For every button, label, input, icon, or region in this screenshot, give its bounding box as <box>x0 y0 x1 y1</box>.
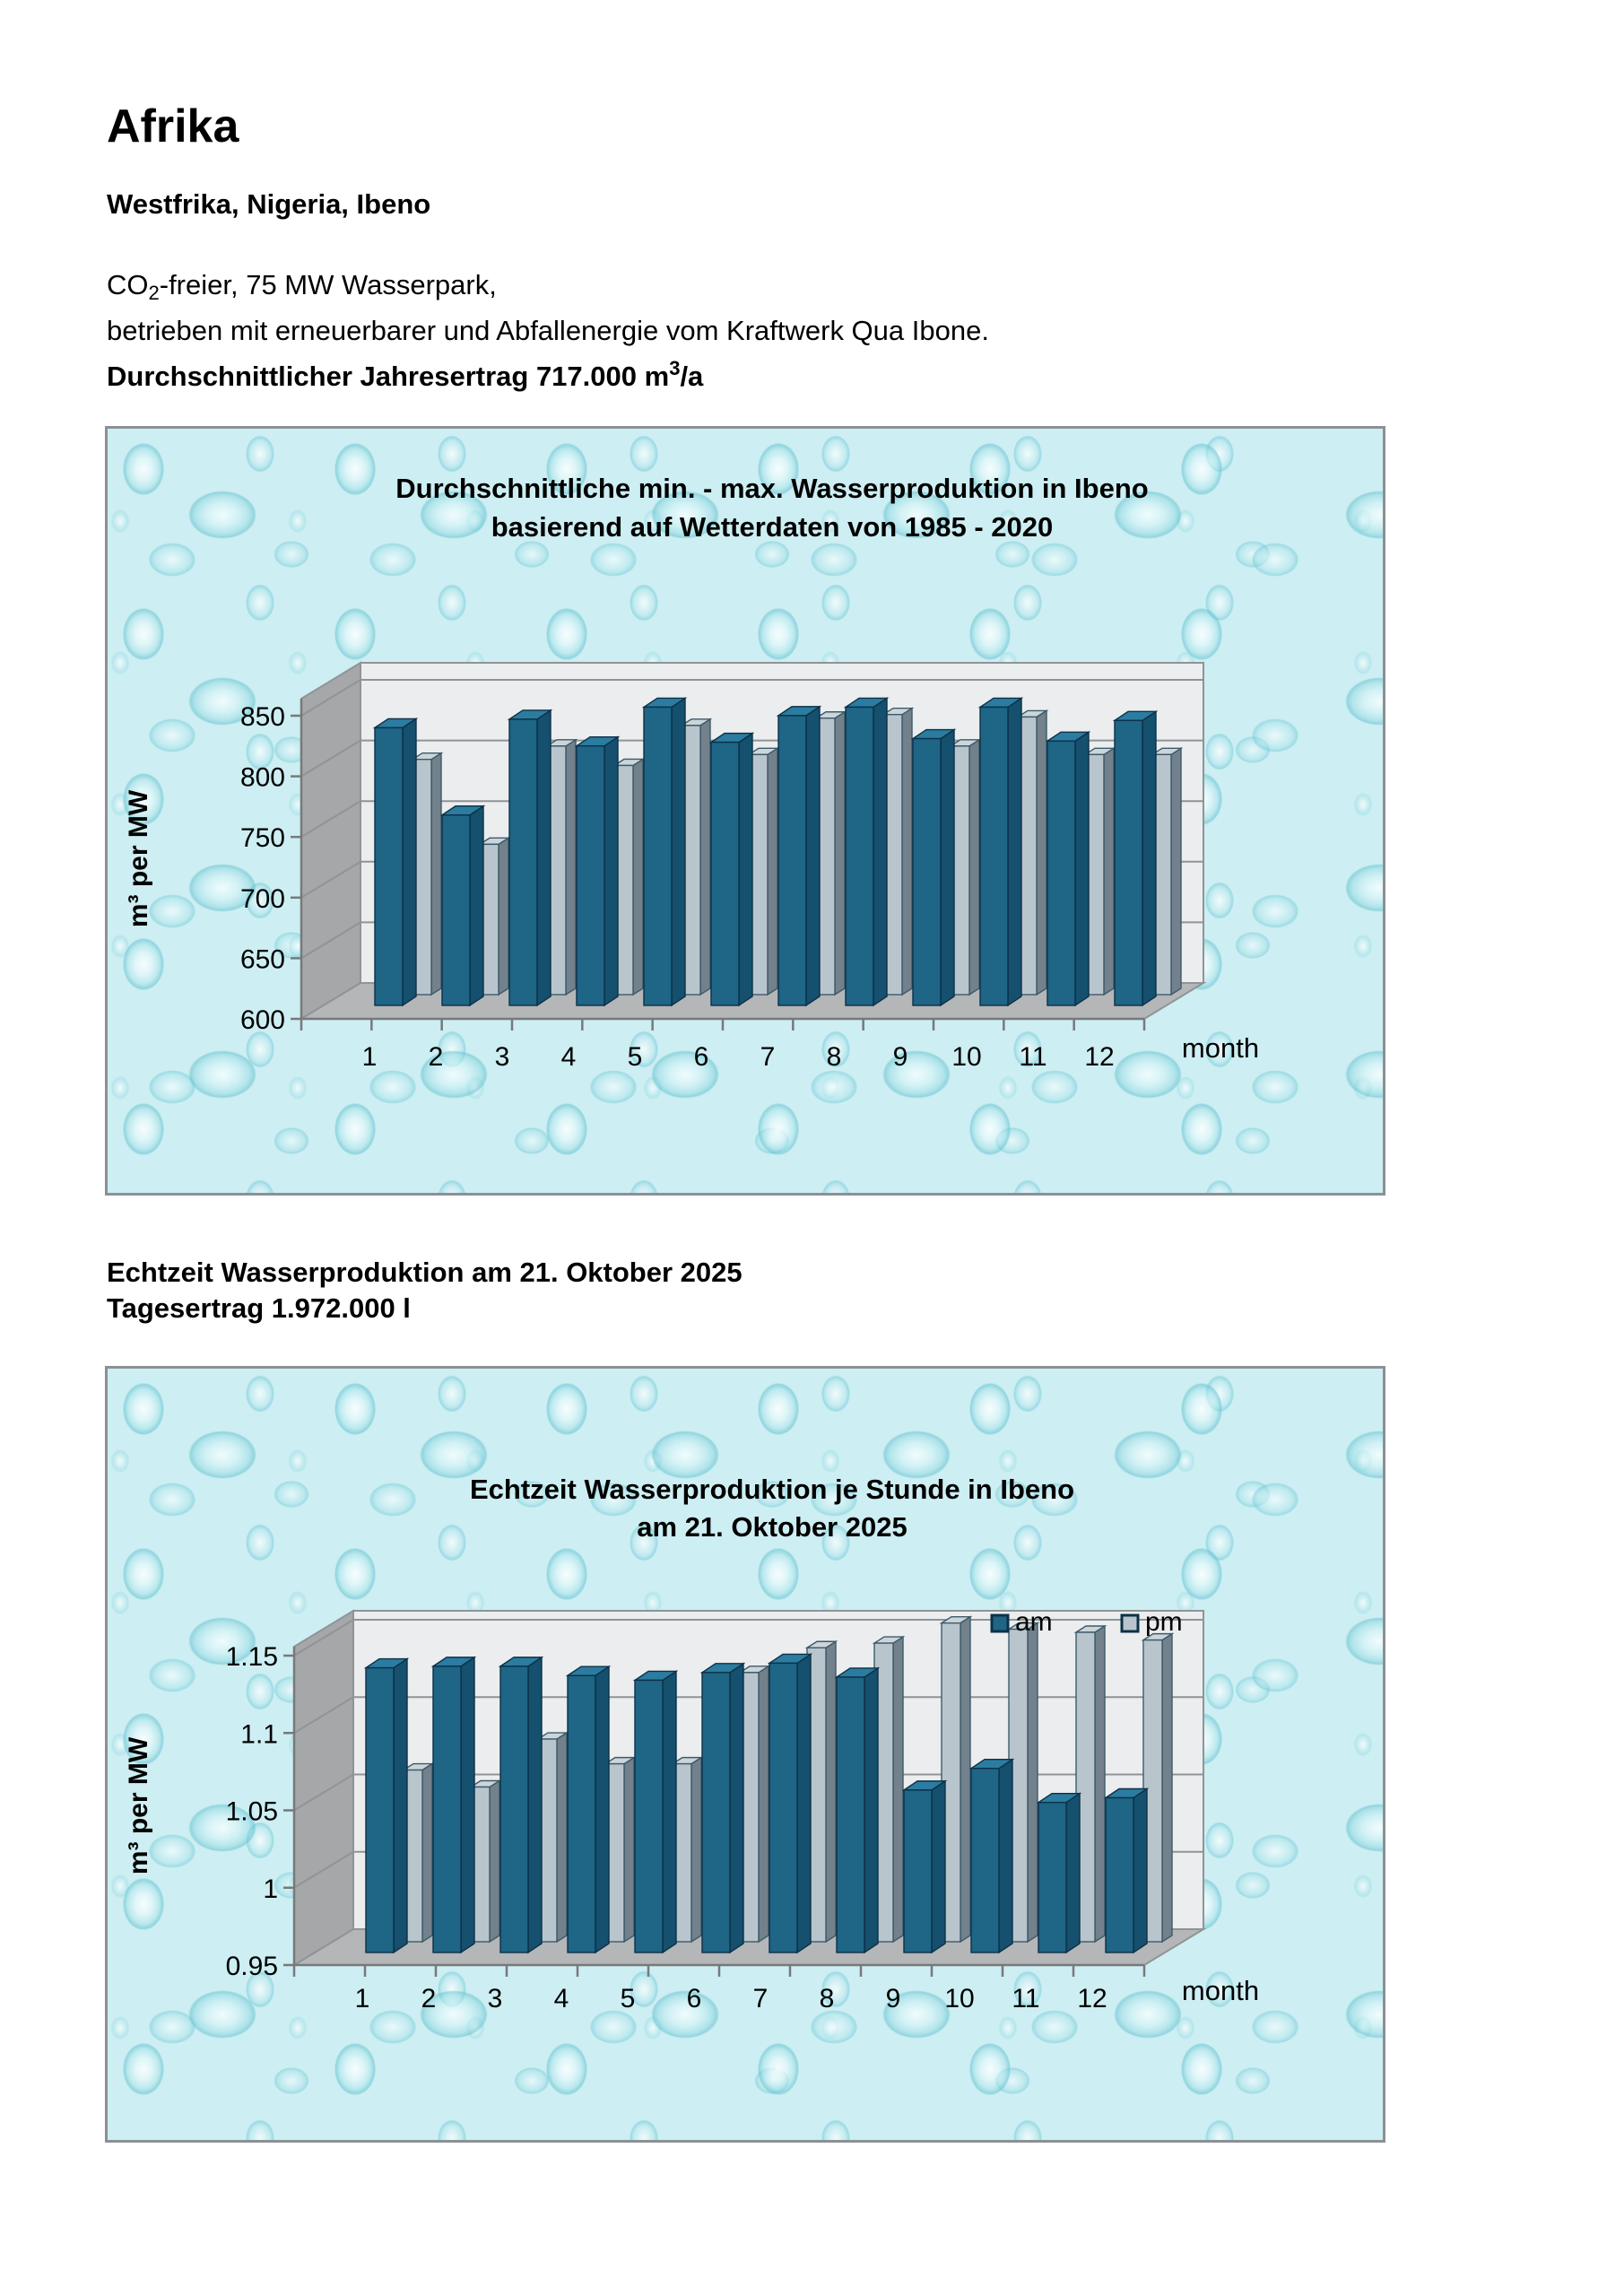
co-subscript: 2 <box>148 282 160 304</box>
pm-bar-month-3-side <box>557 1733 567 1942</box>
yield-text: Durchschnittlicher Jahresertrag 717.000 m <box>107 361 670 392</box>
am-bar-month-5-front <box>635 1680 663 1952</box>
am-bar-month-10 <box>971 1760 1012 1952</box>
chart-panel-realtime-production <box>105 1366 1385 2143</box>
pm-bar-month-6-side <box>759 1666 769 1942</box>
max-bar-month-8 <box>846 698 887 1005</box>
max-bar-month-7-side <box>806 707 820 1005</box>
am-bar-month-8 <box>837 1668 878 1952</box>
y-tick-label: 1 <box>263 1874 278 1904</box>
am-bar-month-1-front <box>366 1668 394 1952</box>
am-bar-month-1-side <box>394 1659 407 1952</box>
plot-left-wall <box>294 1611 353 1965</box>
am-bar-month-3-front <box>500 1666 528 1952</box>
y-tick-label: 700 <box>239 883 285 914</box>
pm-bar-month-1-side <box>422 1764 432 1942</box>
am-bar-month-3-side <box>528 1657 542 1952</box>
max-bar-month-1-side <box>403 718 416 1005</box>
max-bar-month-1-front <box>375 727 403 1005</box>
max-bar-month-2 <box>442 806 483 1005</box>
max-bar-month-2-side <box>470 806 483 1005</box>
pm-bar-month-11 <box>1076 1626 1105 1942</box>
legend-pm-label: pm <box>1145 1607 1183 1637</box>
max-bar-month-12-side <box>1142 711 1156 1005</box>
max-bar-month-4-side <box>604 737 618 1005</box>
max-bar-month-9-side <box>941 730 954 1005</box>
x-tick-label: 10 <box>951 1042 982 1072</box>
pm-bar-month-7-side <box>826 1641 836 1942</box>
chart-title-line-2: am 21. Oktober 2025 <box>637 1511 908 1543</box>
max-bar-month-8-side <box>873 698 887 1005</box>
am-bar-month-8-side <box>864 1668 878 1952</box>
max-bar-month-4-front <box>577 746 604 1005</box>
am-bar-month-7-side <box>797 1654 811 1952</box>
x-tick-label: 4 <box>560 1042 577 1072</box>
am-bar-month-9 <box>904 1781 945 1952</box>
intro-line-2: betrieben mit erneuerbarer und Abfallenergie vom Kraftwerk Qua Ibone. <box>107 315 989 346</box>
min-bar-month-11 <box>1085 748 1114 995</box>
min-bar-month-7-side <box>835 712 845 995</box>
am-bar-month-1 <box>366 1659 407 1952</box>
pm-bar-month-2-side <box>490 1781 499 1943</box>
max-bar-month-1 <box>375 718 416 1005</box>
pm-bar-month-8-side <box>893 1637 903 1942</box>
am-bar-month-5-side <box>663 1671 676 1952</box>
x-tick-label: 11 <box>1012 1984 1040 2013</box>
pm-bar-month-9 <box>942 1617 970 1942</box>
am-bar-month-7 <box>769 1654 811 1952</box>
max-bar-month-9-front <box>913 739 941 1005</box>
x-tick-label: 12 <box>1077 1984 1107 2013</box>
max-bar-month-4 <box>577 737 618 1005</box>
x-tick-label: 3 <box>487 1984 503 2013</box>
max-bar-month-10-front <box>980 707 1008 1005</box>
x-tick-label: 3 <box>494 1042 510 1072</box>
y-tick-label: 750 <box>239 823 285 854</box>
max-bar-month-3-front <box>509 719 537 1005</box>
average-production-chart <box>108 429 1377 1187</box>
am-bar-month-6 <box>702 1664 743 1952</box>
max-bar-month-6-front <box>711 743 739 1005</box>
am-bar-month-3 <box>500 1657 542 1952</box>
x-tick-label: 5 <box>627 1042 643 1072</box>
am-bar-month-2 <box>433 1657 474 1952</box>
x-tick-label: 6 <box>686 1984 702 2013</box>
x-tick-label: 10 <box>944 1984 975 2013</box>
pm-bar-month-5-side <box>691 1758 701 1942</box>
chart-panel-average-production <box>105 426 1385 1196</box>
x-tick-label: 6 <box>693 1042 709 1072</box>
min-bar-month-3-side <box>566 740 576 995</box>
max-bar-month-3 <box>509 710 551 1005</box>
section2-heading <box>107 1255 743 1326</box>
min-bar-month-10-side <box>1037 710 1046 995</box>
max-bar-month-11 <box>1047 732 1089 1005</box>
min-bar-month-11-side <box>1104 748 1114 995</box>
min-bar-month-7 <box>816 712 845 995</box>
per-annum-text: /a <box>680 361 704 392</box>
x-tick-label: 9 <box>892 1042 908 1072</box>
am-bar-month-9-front <box>904 1790 932 1952</box>
min-bar-month-8-side <box>902 709 912 995</box>
intro-line-1-rest: -freier, 75 MW Wasserpark, <box>159 269 497 300</box>
pm-bar-month-7 <box>807 1641 836 1942</box>
max-bar-month-6 <box>711 734 752 1005</box>
x-tick-label: 8 <box>819 1984 835 2013</box>
x-tick-label: 5 <box>620 1984 636 2013</box>
max-bar-month-6-side <box>739 734 752 1005</box>
min-bar-month-5-side <box>700 719 710 995</box>
x-axis-title: month <box>1181 1032 1260 1064</box>
pm-bar-month-2 <box>471 1781 499 1943</box>
section2-line-1: Echtzeit Wasserproduktion am 21. Oktober 2025 <box>107 1257 743 1288</box>
realtime-production-chart <box>108 1369 1377 2135</box>
min-bar-month-6 <box>749 748 777 995</box>
min-bar-month-6-side <box>768 748 777 995</box>
min-bar-month-4-side <box>633 759 643 995</box>
legend-am-swatch <box>992 1615 1008 1631</box>
am-bar-month-10-front <box>971 1769 999 1952</box>
pm-bar-month-1 <box>404 1764 432 1942</box>
y-tick-label: 1.15 <box>225 1642 278 1672</box>
am-bar-month-11-front <box>1038 1803 1066 1952</box>
max-bar-month-8-front <box>846 707 873 1005</box>
page-subtitle: Westfrika, Nigeria, Ibeno <box>107 188 431 220</box>
am-bar-month-7-front <box>769 1663 797 1952</box>
pm-bar-month-11-side <box>1095 1626 1105 1942</box>
chart-title-line-1: Durchschnittliche min. - max. Wasserproduktion in Ibeno <box>395 473 1149 504</box>
am-bar-month-2-side <box>461 1657 474 1952</box>
y-tick-label: 1.1 <box>240 1719 278 1750</box>
max-bar-month-9 <box>913 730 954 1005</box>
min-bar-month-4 <box>614 759 643 995</box>
x-tick-label: 8 <box>826 1042 842 1072</box>
am-bar-month-9-side <box>932 1781 945 1952</box>
chart-title-line-2: basierend auf Wetterdaten von 1985 - 2020 <box>491 511 1054 543</box>
am-bar-month-2-front <box>433 1666 461 1952</box>
pm-bar-month-12-side <box>1162 1634 1172 1942</box>
x-tick-label: 11 <box>1019 1042 1047 1072</box>
y-tick-label: 600 <box>239 1005 285 1035</box>
max-bar-month-7 <box>778 707 820 1005</box>
min-bar-month-12 <box>1152 748 1181 995</box>
min-bar-month-3 <box>547 740 576 995</box>
pm-bar-month-8 <box>874 1637 903 1942</box>
am-bar-month-6-side <box>730 1664 743 1952</box>
max-bar-month-11-side <box>1075 732 1089 1005</box>
y-tick-label: 800 <box>239 762 285 793</box>
x-tick-label: 1 <box>354 1984 370 2013</box>
min-bar-month-9-side <box>969 740 979 995</box>
pm-bar-month-6 <box>740 1666 769 1942</box>
x-tick-label: 4 <box>553 1984 569 2013</box>
co-text: CO <box>107 269 149 300</box>
max-bar-month-10-side <box>1008 698 1021 1005</box>
y-tick-label: 1.05 <box>225 1796 278 1827</box>
max-bar-month-12 <box>1115 711 1156 1005</box>
x-tick-label: 9 <box>885 1984 901 2013</box>
min-bar-month-12-side <box>1171 748 1181 995</box>
plot-left-wall <box>301 663 360 1019</box>
y-tick-label: 850 <box>239 702 285 732</box>
am-bar-month-8-front <box>837 1677 864 1952</box>
min-bar-month-9 <box>951 740 979 995</box>
x-tick-label: 7 <box>760 1042 776 1072</box>
pm-bar-month-4 <box>605 1758 634 1942</box>
am-bar-month-11-side <box>1066 1794 1080 1952</box>
max-bar-month-3-side <box>537 710 551 1005</box>
legend-pm-swatch <box>1122 1615 1138 1631</box>
cubic-superscript: 3 <box>669 357 681 379</box>
max-bar-month-2-front <box>442 815 470 1005</box>
min-bar-month-2 <box>480 838 508 995</box>
pm-bar-month-5 <box>673 1758 701 1942</box>
max-bar-month-5-front <box>644 707 672 1005</box>
am-bar-month-5 <box>635 1671 676 1952</box>
intro-line-1 <box>107 266 989 312</box>
min-bar-month-2-side <box>499 838 508 995</box>
pm-bar-month-10-side <box>1028 1623 1038 1942</box>
y-axis-title: m³ per MW <box>124 1736 153 1875</box>
min-bar-month-5 <box>682 719 710 995</box>
am-bar-month-4-front <box>568 1675 595 1952</box>
y-axis-title: m³ per MW <box>124 789 153 928</box>
min-bar-month-1 <box>413 753 441 995</box>
x-tick-label: 1 <box>361 1042 378 1072</box>
pm-bar-month-9-side <box>960 1617 970 1942</box>
max-bar-month-10 <box>980 698 1021 1005</box>
am-bar-month-12-side <box>1133 1789 1147 1953</box>
am-bar-month-10-side <box>999 1760 1012 1952</box>
pm-bar-month-10 <box>1009 1623 1038 1942</box>
x-tick-label: 12 <box>1084 1042 1115 1072</box>
page-title: Afrika <box>107 100 239 152</box>
legend-am-label: am <box>1015 1607 1053 1637</box>
max-bar-month-5 <box>644 698 685 1005</box>
x-tick-label: 2 <box>428 1042 444 1072</box>
am-bar-month-12-front <box>1106 1798 1133 1953</box>
min-bar-month-1-side <box>431 753 441 995</box>
x-axis-title: month <box>1181 1975 1260 2006</box>
max-bar-month-11-front <box>1047 741 1075 1005</box>
pm-bar-month-12 <box>1143 1634 1172 1942</box>
min-bar-month-10 <box>1018 710 1046 995</box>
am-bar-month-12 <box>1106 1789 1147 1953</box>
y-tick-label: 650 <box>239 944 285 975</box>
x-tick-label: 7 <box>752 1984 769 2013</box>
min-bar-month-8 <box>883 709 912 995</box>
chart-title-line-1: Echtzeit Wasserproduktion je Stunde in Ibeno <box>469 1474 1075 1505</box>
am-bar-month-6-front <box>702 1673 730 1952</box>
pm-bar-month-4-side <box>624 1758 634 1942</box>
am-bar-month-4-side <box>595 1666 609 1952</box>
intro-line-3 <box>107 350 989 396</box>
x-tick-label: 2 <box>421 1984 437 2013</box>
max-bar-month-5-side <box>672 698 685 1005</box>
am-bar-month-11 <box>1038 1794 1080 1952</box>
section2-line-2: Tagesertrag 1.972.000 l <box>107 1292 411 1324</box>
max-bar-month-7-front <box>778 716 806 1005</box>
am-bar-month-4 <box>568 1666 609 1952</box>
intro-paragraph <box>107 266 989 396</box>
y-tick-label: 0.95 <box>225 1952 278 1981</box>
pm-bar-month-3 <box>538 1733 567 1942</box>
max-bar-month-12-front <box>1115 720 1142 1005</box>
